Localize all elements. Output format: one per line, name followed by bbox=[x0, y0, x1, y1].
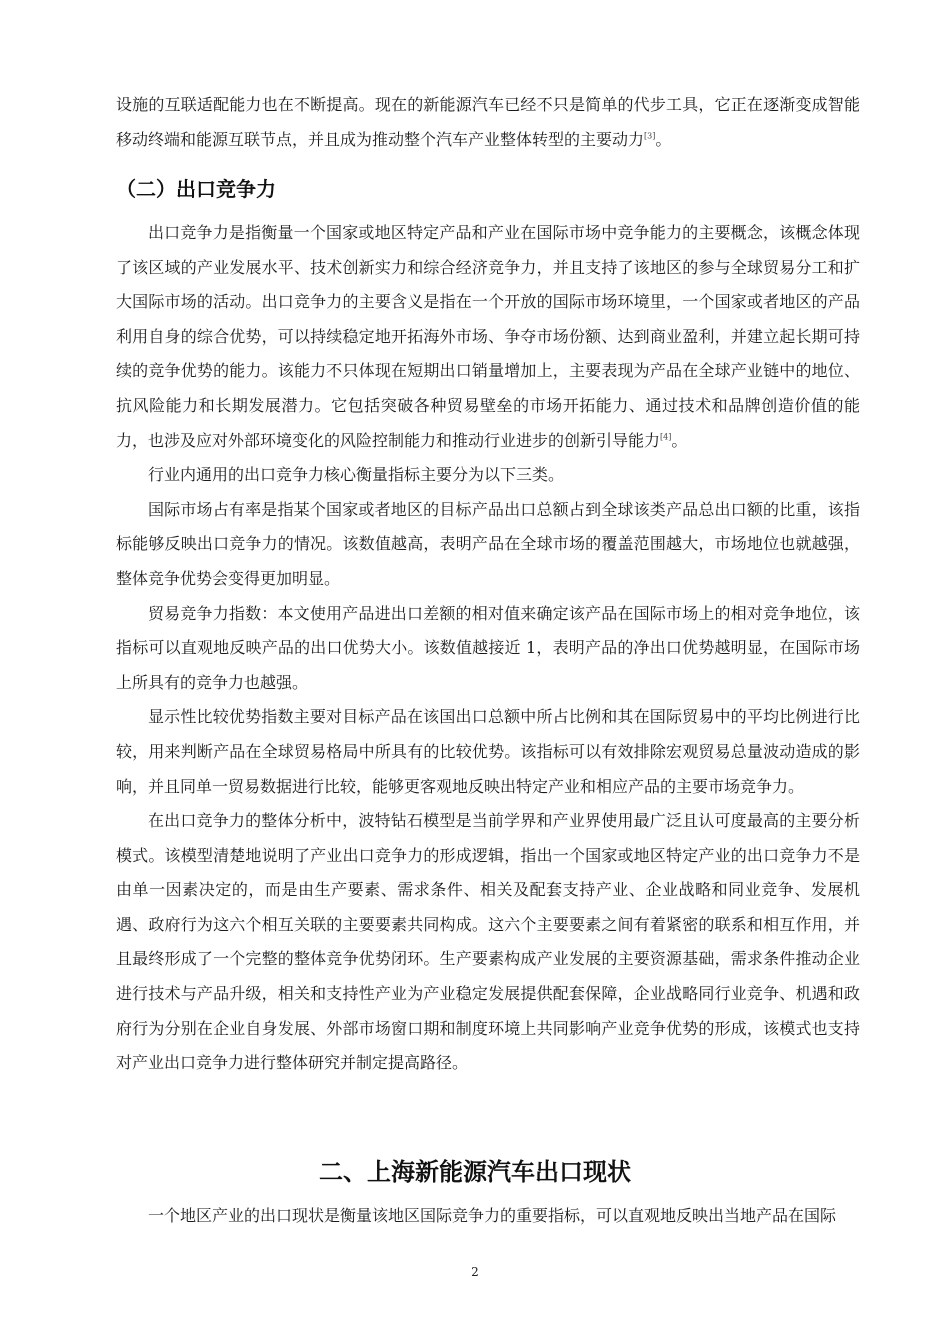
page-number: 2 bbox=[471, 1265, 479, 1279]
citation-marker[interactable]: [4] bbox=[660, 432, 672, 442]
citation-marker[interactable]: [3] bbox=[644, 131, 656, 141]
section-subheading: （二）出口竞争力 bbox=[116, 177, 276, 201]
paragraph-text: 设施的互联适配能力也在不断提高。现在的新能源汽车已经不只是简单的代步工具，它正在逐渐变成智能移动终端和能源互联节点，并且成为推动整个汽车产业整体转型的主要动力 bbox=[116, 95, 860, 149]
paragraph-trade-index: 贸易竞争力指数：本文使用产品进出口差额的相对值来确定该产品在国际市场上的相对竞争地位，该指标可以直观地反映产品的出口优势大小。该数值越接近 1，表明产品的净出口优势越明显，在国际市场上所具有的竞争力也越强。 bbox=[116, 603, 860, 692]
paragraph-indicators-intro: 行业内通用的出口竞争力核心衡量指标主要分为以下三类。 bbox=[148, 465, 565, 485]
paragraph-definition bbox=[116, 216, 860, 458]
paragraph-continuation bbox=[116, 88, 860, 157]
paragraph-block-intro bbox=[116, 88, 860, 157]
paragraph-block-export-competitiveness bbox=[116, 216, 860, 1081]
paragraph-block-export-status bbox=[116, 1199, 860, 1234]
paragraph-rca-index: 显示性比较优势指数主要对目标产品在该国出口总额中所占比例和其在国际贸易中的平均比例进行比较，用来判断产品在全球贸易格局中所具有的比较优势。该指标可以有效排除宏观贸易总量波动造成的影响，并且同单一贸易数据进行比较，能够更客观地反映出特定产业和相应产品的主要市场竞争力。 bbox=[116, 707, 860, 796]
paragraph-text: 出口竞争力是指衡量一个国家或地区特定产品和产业在国际市场中竞争能力的主要概念，该概念体现了该区域的产业发展水平、技术创新实力和综合经济竞争力，并且支持了该地区的参与全球贸易分工和扩大国际市场的活动。出口竞争力的主要含义是指在一个开放的国际市场环境里，一个国家或者地区的产品利用自身的综合优势，可以持续稳定地开拓海外市场、争夺市场份额、达到商业盈利，并建立起长期可持续的竞争优势的能力。该能力不只体现在短期出口销量增加上，主要表现为产品在全球产业链中的地位、抗风险能力和长期发展潜力。它包括突破各种贸易壁垒的市场开拓能力、通过技术和品牌创造价值的能力，也涉及应对外部环境变化的风险控制能力和推动行业进步的创新引导能力 bbox=[116, 223, 860, 450]
paragraph-export-status: 一个地区产业的出口现状是衡量该地区国际竞争力的重要指标，可以直观地反映出当地产品在国际 bbox=[148, 1206, 837, 1225]
paragraph-end-punct: 。 bbox=[655, 129, 672, 149]
paragraph-market-share: 国际市场占有率是指某个国家或者地区的目标产品出口总额占到全球该类产品总出口额的比重，该指标能够反映出口竞争力的情况。该数值越高，表明产品在全球市场的覆盖范围越大，市场地位也就越强，整体竞争优势会变得更加明显。 bbox=[116, 499, 860, 588]
paragraph-diamond-model: 在出口竞争力的整体分析中，波特钻石模型是当前学界和产业界使用最广泛且认可度最高的主要分析模式。该模型清楚地说明了产业出口竞争力的形成逻辑，指出一个国家或地区特定产业的出口竞争力不是由单一因素决定的，而是由生产要素、需求条件、相关及配套支持产业、企业战略和同业竞争、发展机遇、政府行为这六个相互关联的主要要素共同构成。这六个主要要素之间有着紧密的联系和相互作用，并且最终形成了一个完整的整体竞争优势闭环。生产要素构成产业发展的主要资源基础，需求条件推动企业进行技术与产品升级，相关和支持性产业为产业稳定发展提供配套保障，企业战略同行业竞争、机遇和政府行为分别在企业自身发展、外部市场窗口期和制度环境上共同影响产业竞争优势的形成，该模式也支持对产业出口竞争力进行整体研究并制定提高路径。 bbox=[116, 811, 860, 1073]
paragraph-end-punct: 。 bbox=[671, 430, 688, 450]
section-heading: 二、上海新能源汽车出口现状 bbox=[319, 1158, 631, 1186]
